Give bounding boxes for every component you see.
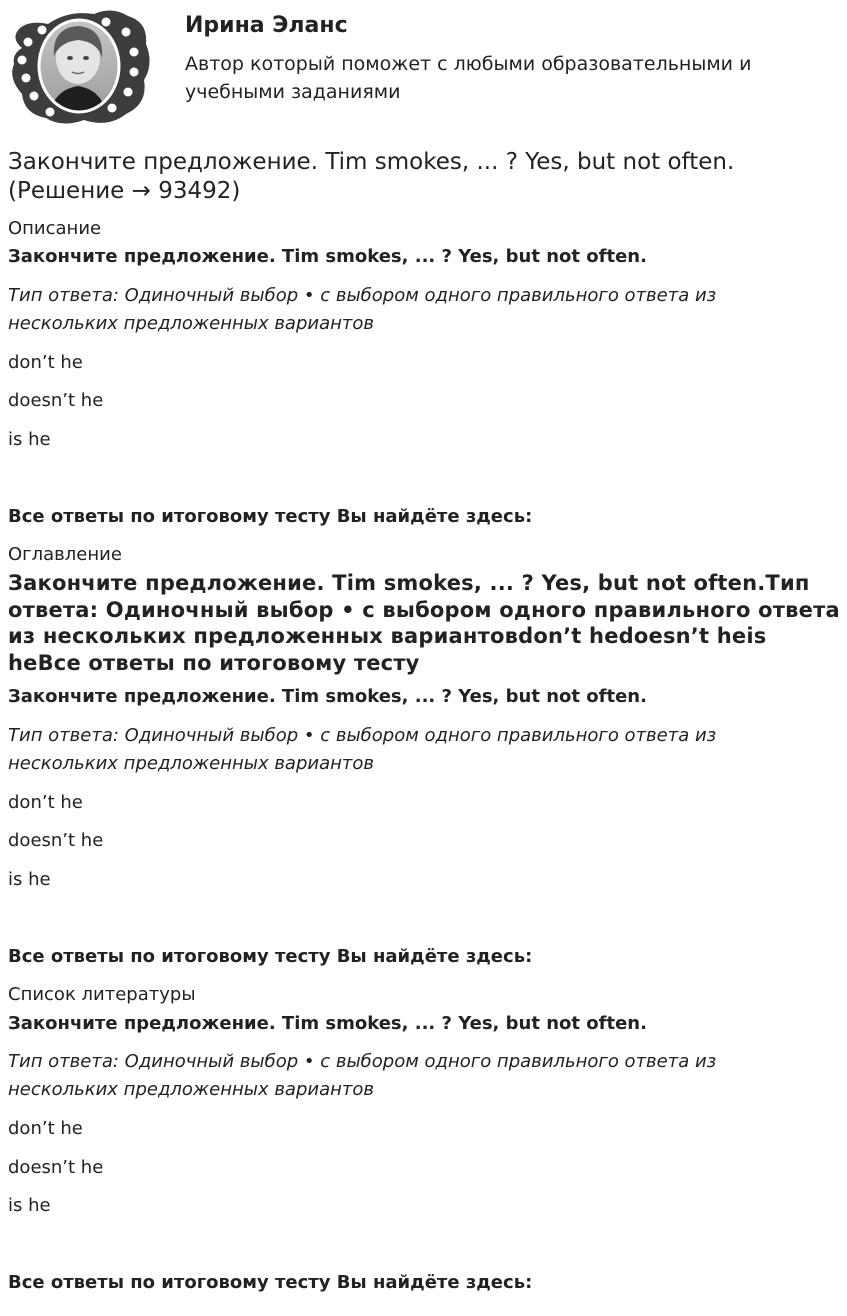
question-text: Закончите предложение. Tim smokes, ... ? Yes, but not often.	[8, 1013, 647, 1034]
answer-type: Тип ответа: Одиночный выбор • с выбором одного правильного ответа из нескольких предложенных вариантов	[8, 1051, 717, 1100]
all-answers-text: Все ответы по итоговому тесту Вы найдёте здесь:	[8, 1272, 533, 1293]
answer-type: Тип ответа: Одиночный выбор • с выбором одного правильного ответа из нескольких предложенных вариантов	[8, 725, 717, 774]
option-is-he: is he	[8, 1195, 51, 1216]
all-answers-text: Все ответы по итоговому тесту Вы найдёте здесь:	[8, 506, 533, 527]
option-dont-he: don’t he	[8, 352, 83, 373]
toc-heading: Закончите предложение. Tim smokes, ... ? Yes, but not often.Тип ответа: Одиночный выбор • с выбором одного правильного ответа из нескольких предложенных вариантовdon’t hedoesn’t heis heВсе ответы по итоговому тесту	[8, 571, 840, 675]
toc-label: Оглавление	[8, 544, 122, 565]
question-text: Закончите предложение. Tim smokes, ... ? Yes, but not often.	[8, 246, 647, 267]
option-is-he: is he	[8, 429, 51, 450]
option-is-he: is he	[8, 869, 51, 890]
option-dont-he: don’t he	[8, 1118, 83, 1139]
author-card	[8, 8, 839, 128]
question-text: Закончите предложение. Tim smokes, ... ? Yes, but not often.	[8, 686, 647, 707]
answer-type: Тип ответа: Одиночный выбор • с выбором одного правильного ответа из нескольких предложенных вариантов	[8, 285, 717, 334]
option-doesnt-he: doesn’t he	[8, 390, 104, 411]
option-doesnt-he: doesn’t he	[8, 830, 104, 851]
page-title: Закончите предложение. Tim smokes, ... ? Yes, but not often. (Решение → 93492)	[8, 149, 735, 204]
option-doesnt-he: doesn’t he	[8, 1157, 104, 1178]
author-avatar[interactable]	[8, 8, 150, 126]
option-dont-he: don’t he	[8, 792, 83, 813]
author-name[interactable]: Ирина Эланс	[185, 13, 348, 38]
all-answers-text: Все ответы по итоговому тесту Вы найдёте здесь:	[8, 946, 533, 967]
author-description: Автор который поможет с любыми образовательными и учебными заданиями	[185, 53, 752, 103]
literature-label: Список литературы	[8, 984, 196, 1005]
description-label: Описание	[8, 218, 102, 239]
